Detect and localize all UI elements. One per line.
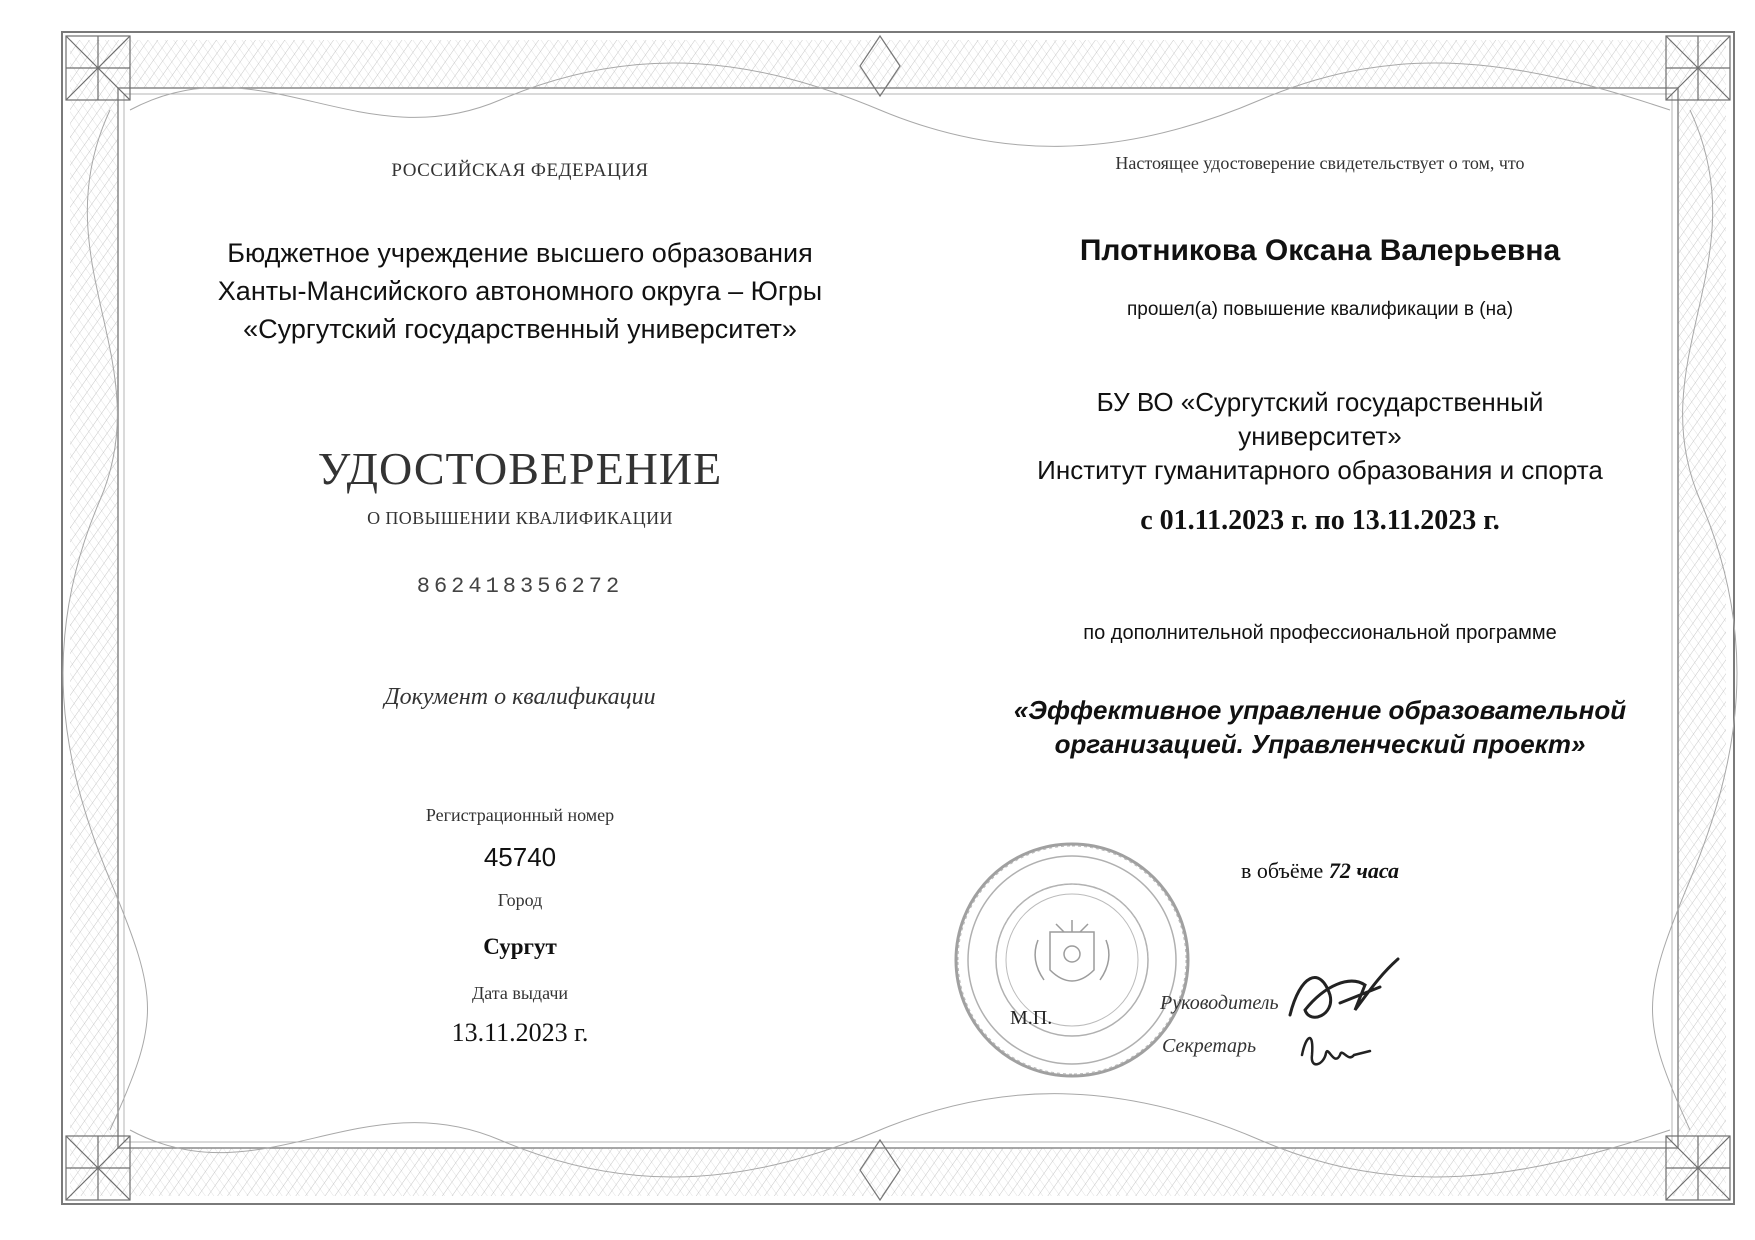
registration-number: 45740 <box>483 842 557 872</box>
person-name: Плотникова Оксана Валерьевна <box>1079 234 1561 267</box>
country-label: РОССИЙСКАЯ ФЕДЕРАЦИЯ <box>391 160 649 181</box>
volume-text <box>1140 858 1500 884</box>
program-title-line-2: организацией. Управленческий проект» <box>1054 729 1586 759</box>
program-title-line-1: «Эффективное управление образовательной <box>1013 695 1627 725</box>
document-subtitle: О ПОВЫШЕНИИ КВАЛИФИКАЦИИ <box>367 508 673 528</box>
institution-line-2: Ханты-Мансийского автономного округа – Югры <box>217 276 823 306</box>
organization-line-3: Институт гуманитарного образования и спорта <box>1037 455 1603 485</box>
institution-line-1: Бюджетное учреждение высшего образования <box>227 238 813 268</box>
qualification-document-label: Документ о квалификации <box>384 684 656 710</box>
organization-line-1: БУ ВО «Сургутский государственный <box>1096 387 1544 417</box>
city-label: Город <box>497 890 543 910</box>
document-title: УДОСТОВЕРЕНИЕ <box>317 443 723 494</box>
stamp-place-label: М.П. <box>1010 1007 1053 1029</box>
program-label: по дополнительной профессиональной программе <box>1083 622 1557 644</box>
issue-date-label: Дата выдачи <box>471 983 569 1003</box>
serial-number: 862418356272 <box>416 574 624 599</box>
issue-date-value: 13.11.2023 г. <box>451 1018 589 1047</box>
head-signature <box>1280 955 1410 1035</box>
passed-training-text: прошел(а) повышение квалификации в (на) <box>1126 299 1514 320</box>
training-period: с 01.11.2023 г. по 13.11.2023 г. <box>1140 505 1500 536</box>
head-role-label: Руководитель <box>1160 992 1279 1014</box>
city-value: Сургут <box>483 934 557 959</box>
volume-prefix: в объёме <box>1240 858 1324 883</box>
secretary-signature <box>1296 1025 1376 1075</box>
organization-line-2: университет» <box>1238 421 1402 451</box>
certificate-intro: Настоящее удостоверение свидетельствует о том, что <box>1115 153 1525 173</box>
institution-line-3: «Сургутский государственный университет» <box>243 314 797 344</box>
volume-hours: 72 часа <box>1328 858 1400 883</box>
official-seal <box>952 840 1192 1080</box>
secretary-role-label: Секретарь <box>1162 1035 1257 1057</box>
registration-label: Регистрационный номер <box>425 805 615 825</box>
